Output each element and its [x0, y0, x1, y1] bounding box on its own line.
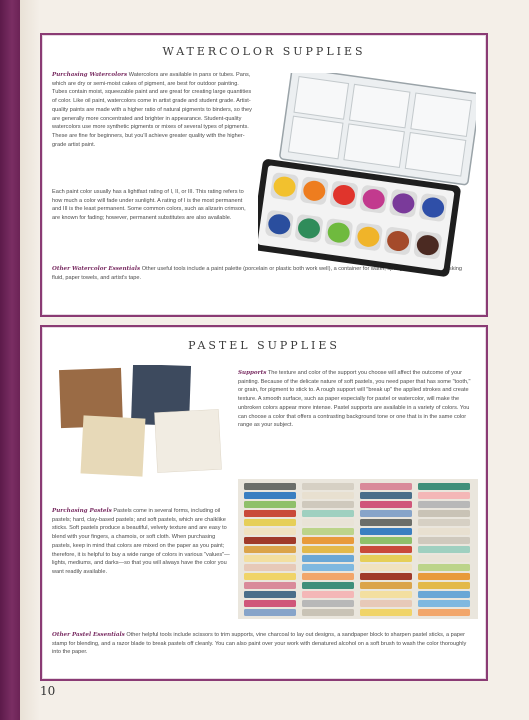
- pastel-stick: [418, 483, 470, 490]
- pastel-stick: [418, 501, 470, 508]
- pastel-stick: [302, 519, 354, 526]
- pastel-stick: [418, 582, 470, 589]
- pastel-essentials-lead: Other Pastel Essentials: [52, 632, 125, 638]
- pastel-stick: [418, 609, 470, 616]
- cream-paper-swatch: [81, 415, 146, 476]
- pastel-stick: [418, 564, 470, 571]
- watercolor-essentials-text: Other useful tools include a paint palette (porcelain or plastic both work well), a container for water, sponges for dabbing, masking fluid, paper towels, and artist's tape.: [52, 266, 462, 281]
- pastel-stick: [302, 528, 354, 535]
- pastel-stick: [418, 555, 470, 562]
- pastel-stick: [360, 546, 412, 553]
- white-paper-swatch: [154, 409, 221, 472]
- pastel-stick: [244, 573, 296, 580]
- pastel-stick: [244, 564, 296, 571]
- pastel-stick: [302, 582, 354, 589]
- supports-paragraph: [238, 369, 474, 430]
- purchasing-watercolors-paragraph: [52, 71, 252, 149]
- pastel-stick: [244, 555, 296, 562]
- pastel-stick: [360, 609, 412, 616]
- supports-lead: Supports: [238, 370, 267, 376]
- pastel-stick: [360, 591, 412, 598]
- pastel-stick: [360, 519, 412, 526]
- pastel-stick: [302, 555, 354, 562]
- pastel-stick: [244, 609, 296, 616]
- pastel-stick: [302, 537, 354, 544]
- pastel-stick: [360, 510, 412, 517]
- pastel-stick: [244, 510, 296, 517]
- pastel-stick: [302, 564, 354, 571]
- pastel-stick: [418, 510, 470, 517]
- pastel-stick: [244, 528, 296, 535]
- lightfast-paragraph: Each paint color usually has a lightfast rating of I, II, or III. This rating refers to how much a color will fade under sunlight. A rating of I is the most permanent and III is the least permanent. Some common colors, such as alizarin crimson, are known for fading; however, permanent substitutes are also available.: [52, 189, 246, 222]
- pastel-stick: [360, 600, 412, 607]
- pastel-stick: [418, 519, 470, 526]
- pastel-stick: [360, 537, 412, 544]
- pastel-stick: [302, 600, 354, 607]
- pastel-sticks-box-image: [238, 479, 478, 619]
- pastel-stick: [418, 537, 470, 544]
- pastel-title: PASTEL SUPPLIES: [188, 339, 340, 352]
- pastel-stick: [302, 510, 354, 517]
- pastel-stick: [360, 582, 412, 589]
- pastel-stick: [418, 546, 470, 553]
- pastel-stick: [418, 600, 470, 607]
- pastel-stick: [244, 546, 296, 553]
- pastel-stick: [360, 528, 412, 535]
- pastel-stick: [302, 573, 354, 580]
- pastel-essentials-text: Other helpful tools include scissors to trim supports, vine charcoal to lay out designs, a sandpaper block to sharpen pastel sticks, a paper stamp for blending, and a razor blade to break pastels off cleanly. You can also paint over your work with denatured alcohol on a soft brush to wash the color thoroughly into the paper.: [52, 632, 467, 656]
- pastel-paper-swatches-image: [56, 365, 230, 477]
- pastel-stick: [360, 564, 412, 571]
- watercolor-title: WATERCOLOR SUPPLIES: [162, 45, 366, 58]
- pastel-stick: [418, 591, 470, 598]
- page-margin-decoration: [20, 0, 40, 720]
- pastel-stick: [360, 555, 412, 562]
- pastel-stick: [244, 600, 296, 607]
- pastel-stick: [244, 483, 296, 490]
- pastel-stick: [244, 519, 296, 526]
- purchasing-watercolors-text: Watercolors are available in pans or tubes. Pans, which are dry or semi-moist cakes of pigment, are best for outdoor painting. Tubes contain moist, squeezable paint and are great for creating large quantities of color. Like oil paint, watercolors come in artist grade and student grade. Artist-quality paints are made with a higher ratio of natural pigments to binders, so they are generally more concentrated and brighter in appearance. Student-quality watercolors use more synthetic pigments or mixes of several types of pigments. These are fine for beginners, but you'll achieve greater quality with the higher-grade artist paint.: [52, 72, 252, 148]
- pastel-supplies-panel: [40, 325, 488, 681]
- pastel-stick: [244, 501, 296, 508]
- watercolor-essentials-lead: Other Watercolor Essentials: [52, 266, 141, 272]
- pastel-stick: [244, 582, 296, 589]
- pastel-stick: [418, 573, 470, 580]
- pastel-stick: [360, 492, 412, 499]
- purchasing-watercolors-lead: Purchasing Watercolors: [52, 72, 128, 78]
- pastel-stick: [302, 483, 354, 490]
- pastel-stick: [418, 528, 470, 535]
- pastel-stick: [302, 591, 354, 598]
- watercolor-paint-tin-image: [258, 73, 476, 277]
- pastel-stick: [360, 483, 412, 490]
- pastel-stick: [244, 591, 296, 598]
- purchasing-pastels-text: Pastels come in several forms, including oil pastels; hard, clay-based pastels; and soft pastels, which are chalklike sticks. Soft pastels produce a beautiful, velvety texture and are easy to blend with your fingers, a chamois, or soft cloth. When purchasing pastels, keep in mind that colors are mixed on the paper as you paint; therefore, it is helpful to buy a wide range of colors in various "values"—lights, mediums, and darks—so that you will always have the color you want readily available.: [52, 508, 230, 575]
- pastel-stick: [302, 492, 354, 499]
- pastel-stick: [360, 501, 412, 508]
- pastel-stick: [302, 546, 354, 553]
- book-spine: [0, 0, 20, 720]
- pastel-stick: [302, 609, 354, 616]
- pastel-stick: [244, 537, 296, 544]
- pastel-stick: [302, 501, 354, 508]
- purchasing-pastels-lead: Purchasing Pastels: [52, 508, 112, 514]
- pastel-stick: [244, 492, 296, 499]
- supports-text: The texture and color of the support you choose will affect the outcome of your painting. Because of the delicate nature of soft pastels, you need paper that has some "tooth," or grain, for pigment to stick to. A rough support will "break up" the applied strokes and create texture. A smooth surface, such as paper especially for pastel or watercolor, will make the unbroken colors appear more intense. Pastel supports are available in a variety of colors. You can choose a color that offers a contrasting background tone or one that is in the same color range as your subject.: [238, 370, 471, 429]
- watercolor-supplies-panel: [40, 33, 488, 317]
- pastel-stick: [360, 573, 412, 580]
- purchasing-pastels-paragraph: [52, 507, 232, 577]
- pastel-stick: [418, 492, 470, 499]
- page-number: 10: [40, 684, 56, 698]
- pastel-essentials-paragraph: [52, 631, 474, 657]
